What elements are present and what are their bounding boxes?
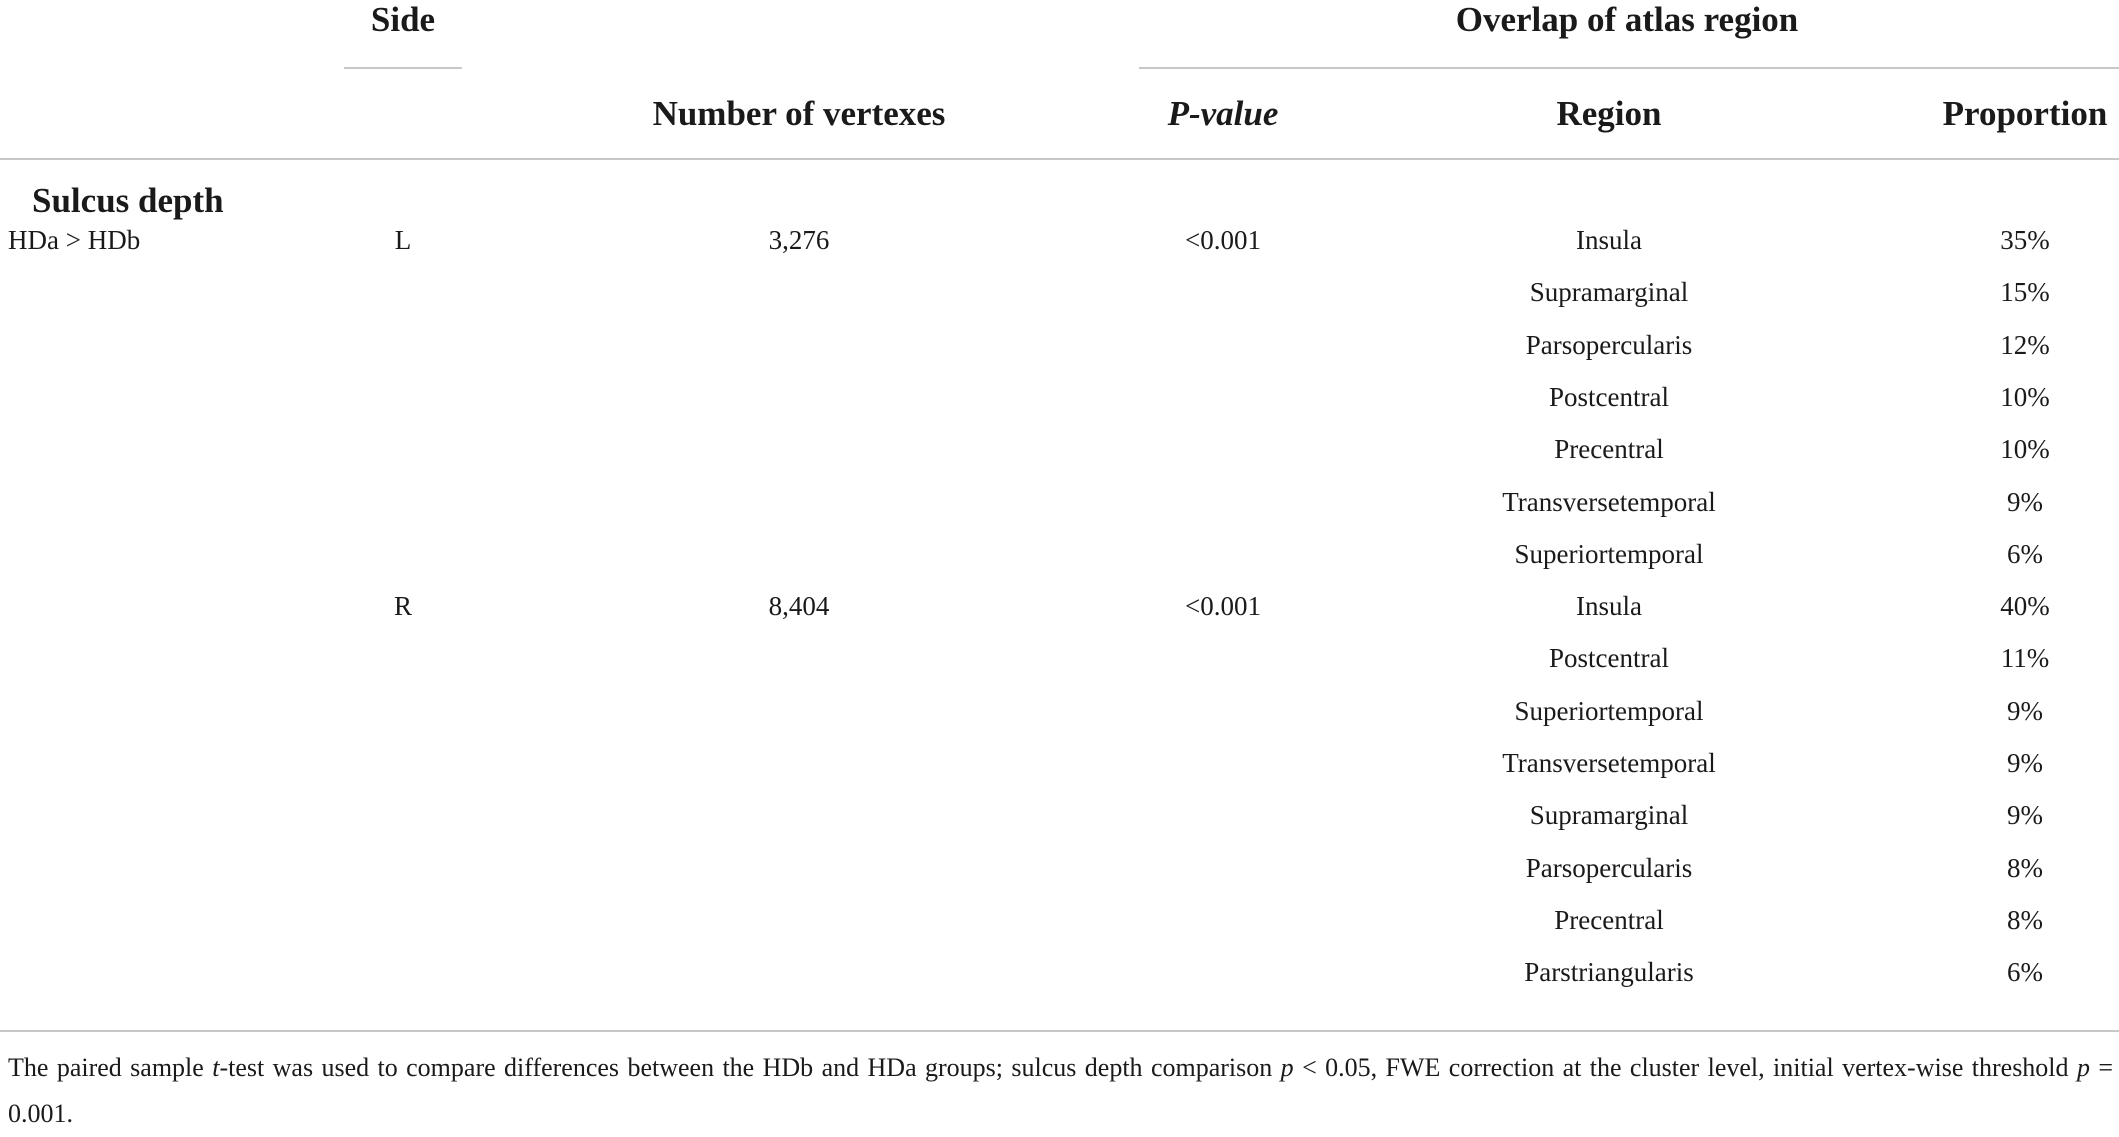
region-cell: Parsopercularis — [1525, 852, 1693, 883]
region-cell: Insula — [1576, 225, 1642, 255]
side-cell: L — [394, 225, 412, 255]
footnote-part1: The paired sample — [8, 1053, 213, 1082]
proportion-cell: 10% — [2000, 434, 2050, 465]
table-footnote — [8, 1045, 2113, 1137]
proportion-cell: 8% — [2007, 904, 2043, 935]
region-cell: Precentral — [1554, 434, 1664, 465]
proportion-cell: 6% — [2007, 538, 2043, 569]
header-proportion: Proportion — [1942, 94, 2108, 133]
proportion-cell: 9% — [2007, 800, 2043, 831]
proportion-cell: 10% — [2000, 381, 2050, 412]
region-cell: Postcentral — [1549, 643, 1669, 674]
overlap-header-rule — [1139, 67, 2119, 69]
footnote-part2: -test was used to compare differences between the HDb and HDa groups; sulcus depth comparison — [219, 1053, 1281, 1082]
p-value-cell: <0.001 — [1185, 225, 1261, 255]
footnote-t: t — [212, 1053, 220, 1082]
header-region: Region — [1556, 94, 1662, 133]
proportion-cell: 9% — [2007, 486, 2043, 517]
p-value-cell: <0.001 — [1185, 591, 1261, 622]
region-cell: Supramarginal — [1529, 277, 1689, 308]
region-cell: Parstriangularis — [1524, 957, 1694, 988]
proportion-cell: 15% — [2000, 277, 2050, 308]
region-cell: Insula — [1576, 591, 1642, 622]
proportion-cell: 12% — [2000, 329, 2050, 360]
header-side: Side — [370, 0, 436, 39]
region-cell: Supramarginal — [1529, 800, 1689, 831]
region-cell: Postcentral — [1549, 381, 1669, 412]
vertexes-cell: 8,404 — [768, 591, 830, 622]
header-number-of-vertexes: Number of vertexes — [652, 94, 946, 133]
vertexes-cell: 3,276 — [768, 225, 830, 255]
section-title: Sulcus depth — [32, 181, 224, 220]
footnote-p1: p — [1280, 1053, 1294, 1082]
region-cell: Parsopercularis — [1525, 329, 1693, 360]
proportion-cell: 8% — [2007, 852, 2043, 883]
footnote-part4: = 0.001. — [8, 1053, 2113, 1128]
side-cell: R — [393, 591, 413, 622]
header-overlap-atlas-region: Overlap of atlas region — [1455, 0, 1799, 39]
region-cell: Superiortemporal — [1514, 695, 1704, 726]
footnote-p2: p — [2076, 1053, 2090, 1082]
proportion-cell: 35% — [2000, 225, 2050, 255]
table-bottom-rule — [0, 1030, 2119, 1032]
proportion-cell: 40% — [2000, 591, 2050, 622]
region-cell: Transversetemporal — [1502, 748, 1716, 778]
proportion-cell: 6% — [2007, 957, 2043, 988]
proportion-cell: 9% — [2007, 695, 2043, 726]
header-bottom-rule — [0, 158, 2119, 160]
proportion-cell: 11% — [2000, 643, 2050, 674]
proportion-cell: 9% — [2007, 748, 2043, 778]
header-p-value: P-value — [1167, 94, 1279, 133]
side-header-rule — [344, 67, 462, 69]
comparison-label: HDa > HDb — [8, 225, 141, 255]
region-cell: Precentral — [1554, 904, 1664, 935]
region-cell: Transversetemporal — [1502, 486, 1716, 517]
region-cell: Superiortemporal — [1514, 538, 1704, 569]
footnote-part3: < 0.05, FWE correction at the cluster level, initial vertex-wise threshold — [1293, 1053, 2077, 1082]
